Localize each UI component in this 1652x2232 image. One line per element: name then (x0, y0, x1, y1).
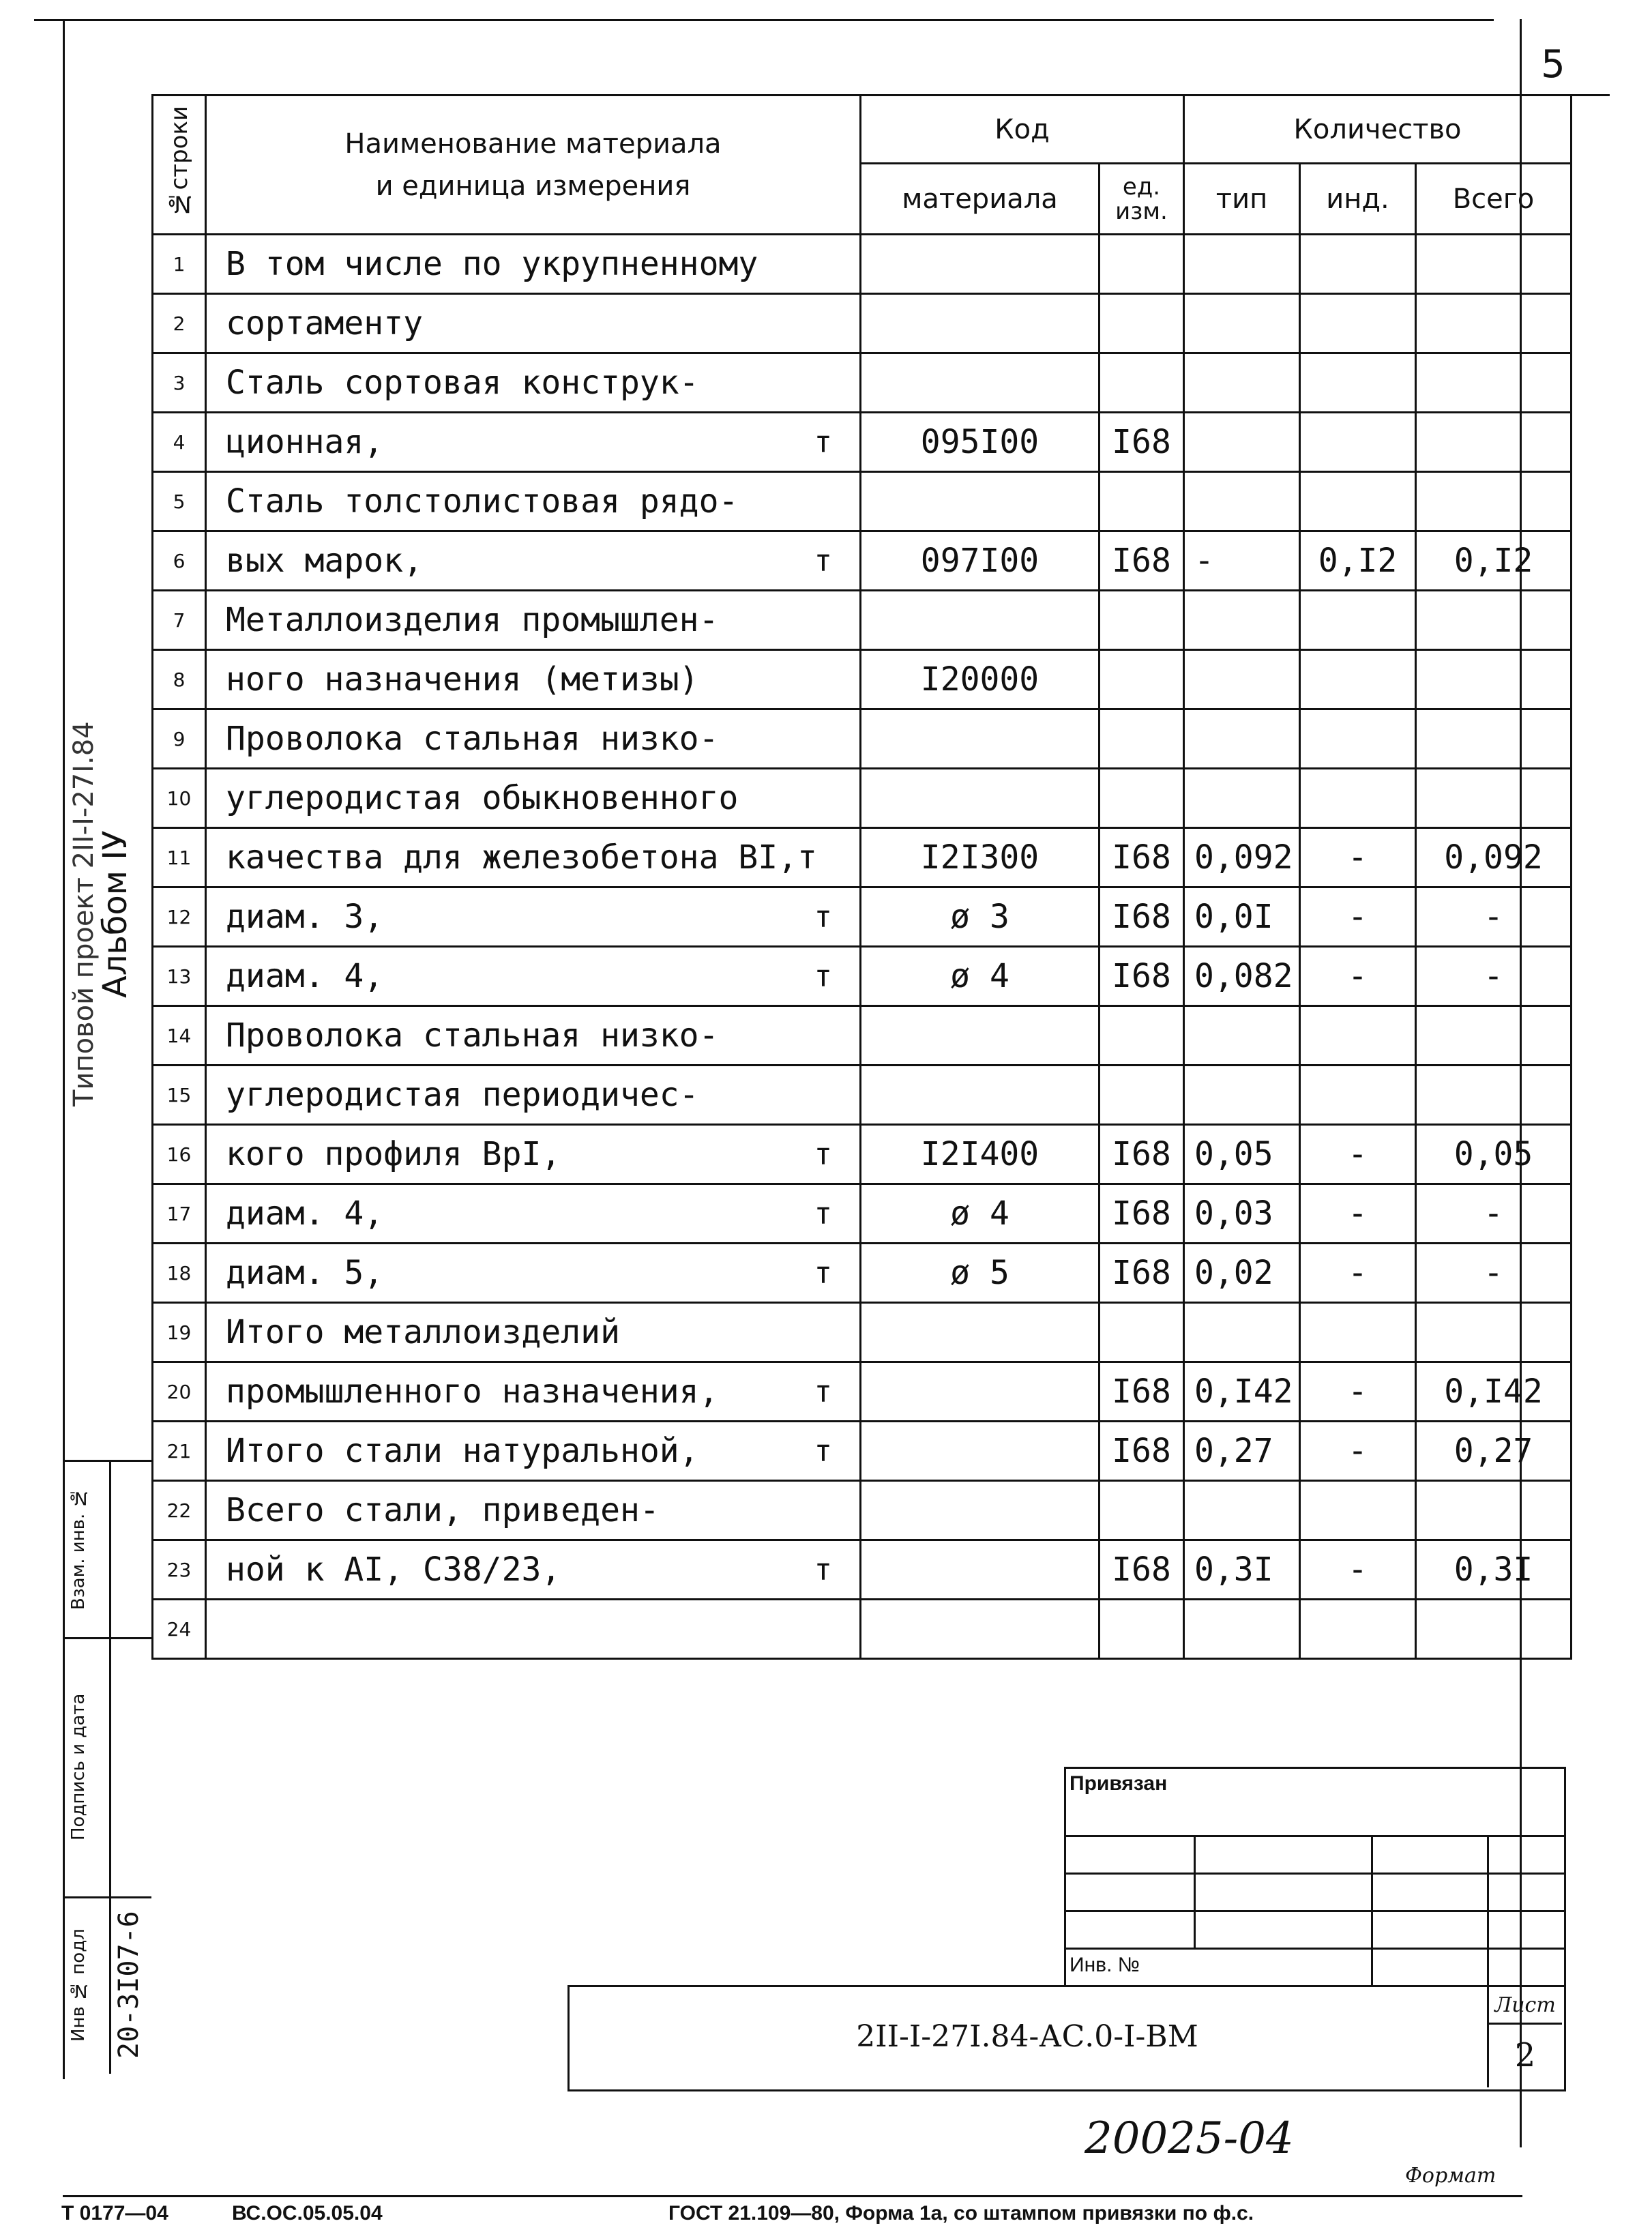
qty-ind-cell: - (1300, 1362, 1416, 1422)
unit-code-cell: I68 (1100, 1184, 1184, 1244)
table-row (153, 353, 1572, 413)
material-name-cell (206, 1362, 861, 1422)
material-name-cell (206, 1422, 861, 1481)
table-row (153, 1600, 1572, 1659)
table-row (153, 828, 1572, 887)
material-name-cell (206, 472, 861, 531)
designation-list-divider (1487, 1985, 1489, 2087)
unit-code-cell: I68 (1100, 1125, 1184, 1184)
header-code-unit: ед. изм. (1100, 164, 1184, 235)
unit-code-cell: I68 (1100, 947, 1184, 1006)
qty-ind-cell (1300, 235, 1416, 294)
unit-code-cell: I68 (1100, 413, 1184, 472)
footer-left-code2: ВС.ОС.05.05.04 (232, 2202, 383, 2224)
qty-total-cell (1416, 1600, 1572, 1659)
table-row (153, 1244, 1572, 1303)
qty-typ-cell (1184, 472, 1300, 531)
row-number-cell: 18 (153, 1244, 206, 1303)
material-name-text: Проволока стальная низко- (226, 1016, 719, 1055)
row-number-cell: 12 (153, 887, 206, 947)
material-name-cell (206, 887, 861, 947)
row-number-cell: 7 (153, 591, 206, 650)
side-stamp-top (63, 1460, 151, 1462)
qty-typ-cell: 0,082 (1184, 947, 1300, 1006)
handwritten-number: 20025-04 (1085, 2113, 1294, 2164)
material-name-cell (206, 1600, 861, 1659)
qty-total-cell (1416, 235, 1572, 294)
privyazan-h1 (1064, 1835, 1564, 1837)
qty-ind-cell (1300, 769, 1416, 828)
material-code-cell (861, 1540, 1100, 1600)
material-name-text: вых марок, (226, 542, 423, 580)
footer-format: Формат (1405, 2164, 1496, 2188)
footer-gost: ГОСТ 21.109—80, Форма 1а, со штампом привязки по ф.с. (668, 2202, 1254, 2224)
qty-ind-cell (1300, 709, 1416, 769)
table-row (153, 1362, 1572, 1422)
table-row (153, 472, 1572, 531)
qty-typ-cell (1184, 413, 1300, 472)
qty-typ-cell (1184, 591, 1300, 650)
side-stamp-divider (109, 1460, 111, 2074)
unit-label: т (814, 958, 832, 994)
material-name-text: углеродистая периодичес- (226, 1076, 699, 1114)
unit-code-cell (1100, 1481, 1184, 1540)
qty-typ-cell: 0,27 (1184, 1422, 1300, 1481)
material-name-text: качества для железобетона ВI,т (226, 838, 817, 877)
header-material-name: Наименование материала и единица измерения (206, 96, 861, 235)
table-row (153, 294, 1572, 353)
material-code-cell (861, 591, 1100, 650)
material-name-cell (206, 1303, 861, 1362)
qty-ind-cell: - (1300, 887, 1416, 947)
unit-label: т (814, 1552, 832, 1587)
material-name-cell (206, 709, 861, 769)
material-code-cell (861, 1006, 1100, 1066)
material-code-cell (861, 235, 1100, 294)
row-number-cell: 2 (153, 294, 206, 353)
material-code-cell (861, 294, 1100, 353)
material-name-text: диам. 5, (226, 1254, 384, 1292)
header-qty-typ: тип (1184, 164, 1300, 235)
unit-code-cell (1100, 1066, 1184, 1125)
qty-ind-cell: - (1300, 828, 1416, 887)
qty-typ-cell (1184, 1600, 1300, 1659)
unit-label: т (814, 1374, 832, 1409)
material-name-cell (206, 1481, 861, 1540)
qty-typ-cell: 0,I42 (1184, 1362, 1300, 1422)
row-number-cell: 16 (153, 1125, 206, 1184)
table-row (153, 1422, 1572, 1481)
list-label: Лист (1494, 1993, 1556, 2017)
unit-code-cell (1100, 353, 1184, 413)
qty-typ-cell (1184, 1481, 1300, 1540)
material-name-text: Итого стали натуральной, (226, 1432, 699, 1470)
unit-code-cell (1100, 769, 1184, 828)
material-code-cell (861, 1600, 1100, 1659)
table-row (153, 1540, 1572, 1600)
qty-ind-cell (1300, 294, 1416, 353)
material-code-cell (861, 472, 1100, 531)
qty-total-cell: - (1416, 1244, 1572, 1303)
table-row (153, 1481, 1572, 1540)
material-code-cell (861, 1066, 1100, 1125)
inv-podl-value: 20-3I07-6 (113, 1911, 145, 2059)
material-code-cell: ø 4 (861, 947, 1100, 1006)
material-code-cell (861, 1362, 1100, 1422)
unit-code-cell: I68 (1100, 1362, 1184, 1422)
table-row (153, 1303, 1572, 1362)
material-name-cell (206, 1125, 861, 1184)
table-row (153, 531, 1572, 591)
qty-typ-cell (1184, 294, 1300, 353)
qty-total-cell (1416, 769, 1572, 828)
material-name-text: ционная, (226, 423, 384, 461)
qty-typ-cell (1184, 1006, 1300, 1066)
unit-code-cell (1100, 1303, 1184, 1362)
row-number-cell: 11 (153, 828, 206, 887)
material-name-text: кого профиля ВрI, (226, 1135, 561, 1173)
material-name-text: ного назначения (метизы) (226, 660, 699, 699)
qty-total-cell (1416, 353, 1572, 413)
qty-ind-cell (1300, 353, 1416, 413)
unit-code-cell: I68 (1100, 887, 1184, 947)
row-number-cell: 24 (153, 1600, 206, 1659)
row-number-cell: 14 (153, 1006, 206, 1066)
material-name-text: диам. 4, (226, 1194, 384, 1233)
qty-ind-cell (1300, 413, 1416, 472)
material-name-text: сортаменту (226, 304, 423, 342)
unit-code-cell: I68 (1100, 1244, 1184, 1303)
material-code-cell: ø 5 (861, 1244, 1100, 1303)
qty-total-cell: - (1416, 887, 1572, 947)
qty-ind-cell: - (1300, 947, 1416, 1006)
table-row (153, 235, 1572, 294)
materials-table (151, 94, 1572, 1660)
qty-ind-cell: - (1300, 1184, 1416, 1244)
material-name-text: В том числе по укрупненному (226, 245, 758, 283)
qty-ind-cell (1300, 650, 1416, 709)
qty-total-cell: 0,27 (1416, 1422, 1572, 1481)
material-name-cell (206, 947, 861, 1006)
qty-typ-cell: 0,05 (1184, 1125, 1300, 1184)
material-code-cell (861, 1422, 1100, 1481)
list-value: 2 (1514, 2036, 1536, 2074)
header-code: Код (861, 96, 1184, 164)
qty-total-cell (1416, 591, 1572, 650)
qty-typ-cell: 0,3I (1184, 1540, 1300, 1600)
material-name-cell (206, 1184, 861, 1244)
material-name-text: диам. 4, (226, 957, 384, 995)
unit-code-cell: I68 (1100, 828, 1184, 887)
qty-total-cell (1416, 1481, 1572, 1540)
qty-typ-cell (1184, 1066, 1300, 1125)
unit-code-cell (1100, 1600, 1184, 1659)
unit-label: т (814, 1255, 832, 1291)
qty-total-cell: 0,05 (1416, 1125, 1572, 1184)
footer-line (63, 2195, 1522, 2197)
qty-total-cell (1416, 709, 1572, 769)
qty-ind-cell (1300, 1303, 1416, 1362)
row-number-cell: 8 (153, 650, 206, 709)
qty-total-cell (1416, 650, 1572, 709)
row-number-cell: 9 (153, 709, 206, 769)
qty-total-cell (1416, 413, 1572, 472)
material-name-text: Металлоизделия промышлен- (226, 601, 719, 639)
frame-top-line (34, 19, 1494, 21)
qty-typ-cell (1184, 1303, 1300, 1362)
row-number-cell: 21 (153, 1422, 206, 1481)
inv-podl-label: Инв № подл (68, 1928, 89, 2042)
material-code-cell (861, 353, 1100, 413)
header-row-number: №строки (153, 96, 206, 235)
privyazan-v1 (1194, 1835, 1196, 1948)
qty-total-cell (1416, 1066, 1572, 1125)
material-code-cell: ø 4 (861, 1184, 1100, 1244)
material-code-cell (861, 1303, 1100, 1362)
frame-left-line (63, 19, 65, 2079)
table-row (153, 1184, 1572, 1244)
qty-total-cell: 0,092 (1416, 828, 1572, 887)
privyazan-h2 (1064, 1873, 1564, 1875)
row-number-cell: 1 (153, 235, 206, 294)
header-qty-total: Всего (1416, 164, 1572, 235)
material-code-cell: I2I300 (861, 828, 1100, 887)
row-number-cell: 15 (153, 1066, 206, 1125)
unit-label: т (814, 1136, 832, 1172)
table-row (153, 1125, 1572, 1184)
qty-ind-cell: - (1300, 1422, 1416, 1481)
row-number-cell: 3 (153, 353, 206, 413)
material-name-text: Проволока стальная низко- (226, 720, 719, 758)
side-stamp-line3 (63, 1896, 151, 1898)
material-code-cell (861, 709, 1100, 769)
material-name-text: Сталь толстолистовая рядо- (226, 482, 739, 520)
vzam-inv-label: Взам. инв. № (68, 1487, 89, 1610)
table-row (153, 1006, 1572, 1066)
unit-label: т (814, 424, 832, 460)
unit-code-cell: I68 (1100, 531, 1184, 591)
material-name-text: промышленного назначения, (226, 1372, 719, 1411)
designation-list-hline (1487, 2023, 1562, 2025)
page-num-box-left (1520, 33, 1522, 96)
material-name-text: Итого металлоизделий (226, 1313, 620, 1351)
footer-left-code: Т 0177—04 (61, 2202, 168, 2224)
material-name-cell (206, 650, 861, 709)
qty-typ-cell (1184, 235, 1300, 294)
row-number-cell: 23 (153, 1540, 206, 1600)
qty-total-cell: 0,I2 (1416, 531, 1572, 591)
header-code-material: материала (861, 164, 1100, 235)
material-name-cell (206, 294, 861, 353)
material-name-text: Сталь сортовая конструк- (226, 364, 699, 402)
material-name-cell (206, 1066, 861, 1125)
qty-typ-cell: - (1184, 531, 1300, 591)
material-name-cell (206, 828, 861, 887)
unit-code-cell (1100, 235, 1184, 294)
qty-ind-cell (1300, 472, 1416, 531)
qty-total-cell: 0,3I (1416, 1540, 1572, 1600)
table-row (153, 769, 1572, 828)
material-code-cell (861, 769, 1100, 828)
row-number-cell: 6 (153, 531, 206, 591)
row-number-cell: 4 (153, 413, 206, 472)
material-code-cell: I2I400 (861, 1125, 1100, 1184)
table-row (153, 887, 1572, 947)
qty-ind-cell (1300, 1066, 1416, 1125)
material-name-cell (206, 591, 861, 650)
qty-typ-cell: 0,02 (1184, 1244, 1300, 1303)
material-name-text: диам. 3, (226, 898, 384, 936)
table-row (153, 709, 1572, 769)
unit-code-cell (1100, 294, 1184, 353)
qty-ind-cell (1300, 1006, 1416, 1066)
privyazan-h4 (1064, 1948, 1564, 1950)
qty-ind-cell (1300, 1600, 1416, 1659)
qty-typ-cell: 0,092 (1184, 828, 1300, 887)
table-row (153, 591, 1572, 650)
qty-typ-cell: 0,0I (1184, 887, 1300, 947)
unit-code-cell: I68 (1100, 1540, 1184, 1600)
material-name-text: Всего стали, приведен- (226, 1491, 660, 1529)
page-number: 5 (1541, 42, 1565, 87)
side-stamp-line2 (63, 1637, 151, 1639)
row-number-cell: 17 (153, 1184, 206, 1244)
inv-no-label: Инв. № (1070, 1954, 1140, 1976)
row-number-cell: 22 (153, 1481, 206, 1540)
unit-code-cell (1100, 1006, 1184, 1066)
row-number-cell: 20 (153, 1362, 206, 1422)
qty-ind-cell: - (1300, 1244, 1416, 1303)
unit-label: т (814, 1196, 832, 1231)
qty-total-cell (1416, 472, 1572, 531)
material-name-cell (206, 769, 861, 828)
privyazan-h3 (1064, 1910, 1564, 1912)
qty-ind-cell: 0,I2 (1300, 531, 1416, 591)
privyazan-label: Привязан (1070, 1772, 1168, 1795)
qty-total-cell (1416, 294, 1572, 353)
qty-typ-cell (1184, 353, 1300, 413)
material-code-cell: 097I00 (861, 531, 1100, 591)
material-name-cell (206, 1006, 861, 1066)
qty-total-cell (1416, 1303, 1572, 1362)
material-name-text: ной к АI, С38/23, (226, 1551, 561, 1589)
unit-code-cell (1100, 472, 1184, 531)
table-row (153, 947, 1572, 1006)
row-number-cell: 19 (153, 1303, 206, 1362)
row-number-cell: 5 (153, 472, 206, 531)
unit-label: т (814, 1433, 832, 1469)
unit-label: т (814, 543, 832, 578)
project-title-vertical: Типовой проект 2II-I-27I.84 Альбом IУ (68, 721, 134, 1107)
privyazan-v2 (1371, 1835, 1373, 1985)
material-name-cell (206, 1244, 861, 1303)
header-quantity: Количество (1184, 96, 1572, 164)
material-name-cell (206, 235, 861, 294)
qty-total-cell: 0,I42 (1416, 1362, 1572, 1422)
header-qty-ind: инд. (1300, 164, 1416, 235)
qty-total-cell (1416, 1006, 1572, 1066)
qty-typ-cell: 0,03 (1184, 1184, 1300, 1244)
unit-code-cell (1100, 650, 1184, 709)
qty-ind-cell (1300, 1481, 1416, 1540)
drawing-designation: 2II-I-27I.84-АС.0-I-ВМ (856, 2019, 1198, 2054)
material-code-cell: I20000 (861, 650, 1100, 709)
qty-typ-cell (1184, 709, 1300, 769)
qty-typ-cell (1184, 769, 1300, 828)
qty-ind-cell (1300, 591, 1416, 650)
material-name-cell (206, 1540, 861, 1600)
unit-label: т (814, 899, 832, 935)
unit-code-cell (1100, 591, 1184, 650)
material-name-cell (206, 413, 861, 472)
qty-total-cell: - (1416, 1184, 1572, 1244)
row-number-cell: 10 (153, 769, 206, 828)
material-code-cell (861, 1481, 1100, 1540)
privyazan-v3 (1487, 1835, 1489, 1985)
table-row (153, 650, 1572, 709)
qty-total-cell: - (1416, 947, 1572, 1006)
podpis-label: Подпись и дата (68, 1693, 89, 1840)
table-row (153, 413, 1572, 472)
unit-code-cell (1100, 709, 1184, 769)
material-code-cell: ø 3 (861, 887, 1100, 947)
qty-ind-cell: - (1300, 1540, 1416, 1600)
qty-ind-cell: - (1300, 1125, 1416, 1184)
material-name-cell (206, 531, 861, 591)
material-code-cell: 095I00 (861, 413, 1100, 472)
qty-typ-cell (1184, 650, 1300, 709)
material-name-text: углеродистая обыкновенного (226, 779, 739, 817)
row-number-cell: 13 (153, 947, 206, 1006)
unit-code-cell: I68 (1100, 1422, 1184, 1481)
material-name-cell (206, 353, 861, 413)
table-row (153, 1066, 1572, 1125)
